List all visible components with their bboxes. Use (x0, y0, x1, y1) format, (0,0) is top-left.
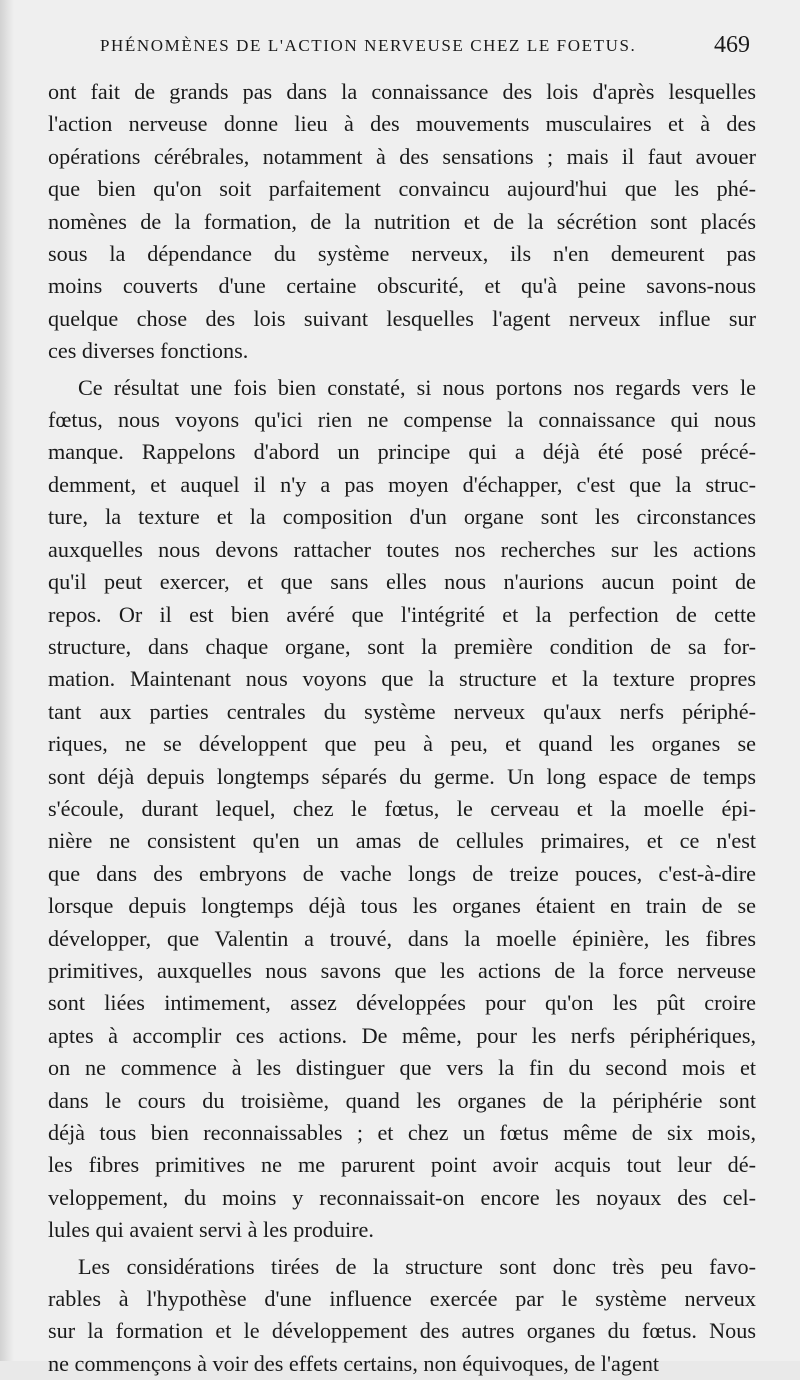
paragraph-1 (48, 76, 756, 368)
text-line: mation. Maintenant nous voyons que la structure et la texture propres (48, 666, 756, 692)
text-line: fœtus, nous voyons qu'ici rien ne compense la connaissance qui nous (48, 407, 756, 433)
text-line: Ce résultat une fois bien constaté, si nous portons nos regards vers le (78, 374, 756, 400)
text-line: opérations cérébrales, notamment à des sensations ; mais il faut avouer (48, 143, 756, 169)
body-text (48, 76, 756, 1380)
text-line: lules qui avaient servi à les produire. (48, 1217, 374, 1243)
text-line: développer, que Valentin a trouvé, dans la moelle épinière, les fibres (48, 925, 756, 951)
text-line: moins couverts d'une certaine obscurité, et qu'à peine savons-nous (48, 273, 756, 299)
text-line: s'écoule, durant lequel, chez le fœtus, le cerveau et la moelle épi- (48, 795, 756, 821)
text-line: veloppement, du moins y reconnaissait-on encore les noyaux des cel- (48, 1184, 756, 1210)
text-line: ces diverses fonctions. (48, 338, 249, 364)
text-line: on ne commence à les distinguer que vers la fin du second mois et (48, 1055, 756, 1081)
text-line: quelque chose des lois suivant lesquelles l'agent nerveux influe sur (48, 305, 756, 331)
text-line: rables à l'hypothèse d'une influence exercée par le système nerveux (48, 1286, 756, 1312)
text-line: déjà tous bien reconnaissables ; et chez un fœtus même de six mois, (48, 1120, 756, 1145)
text-line: qu'il peut exercer, et que sans elles nous n'aurions aucun point de (48, 569, 756, 595)
text-line: les fibres primitives ne me parurent point avoir acquis tout leur dé- (48, 1152, 756, 1178)
text-line: nière ne consistent qu'en un amas de cellules primaires, et ce n'est (48, 828, 756, 854)
text-line: primitives, auxquelles nous savons que les actions de la force nerveuse (48, 957, 756, 983)
text-line: l'action nerveuse donne lieu à des mouvements musculaires et à des (48, 111, 756, 137)
text-line: sur la formation et le développement des autres organes du fœtus. Nous (48, 1318, 756, 1344)
text-line: que dans des embryons de vache longs de treize pouces, c'est-à-dire (48, 860, 756, 886)
running-title: PHÉNOMÈNES DE L'ACTION NERVEUSE CHEZ LE FOETUS. (100, 36, 637, 55)
text-line: demment, et auquel il n'y a pas moyen d'échapper, c'est que la struc- (48, 471, 756, 497)
text-line: auxquelles nous devons rattacher toutes nos recherches sur les actions (48, 536, 756, 562)
paragraph-2 (48, 372, 756, 1247)
text-line: Les considérations tirées de la structure sont donc très peu favo- (78, 1253, 756, 1279)
page-number: 469 (714, 32, 750, 58)
text-line: aptes à accomplir ces actions. De même, pour les nerfs périphériques, (48, 1022, 756, 1048)
text-line: dans le cours du troisième, quand les organes de la périphérie sont (48, 1087, 756, 1113)
text-line: ne commençons à voir des effets certains, non équivoques, de l'agent (48, 1350, 660, 1376)
text-line: sont liées intimement, assez développées pour qu'on les pût croire (48, 990, 756, 1016)
text-line: que bien qu'on soit parfaitement convaincu aujourd'hui que les phé- (48, 176, 756, 202)
text-line: riques, ne se développent que peu à peu, et quand les organes se (48, 731, 756, 757)
text-line: ont fait de grands pas dans la connaissance des lois d'après lesquelles (48, 79, 756, 104)
text-line: structure, dans chaque organe, sont la première condition de sa for- (48, 633, 756, 659)
text-line: sont déjà depuis longtemps séparés du germe. Un long espace de temps (48, 763, 756, 789)
text-line: sous la dépendance du système nerveux, ils n'en demeurent pas (48, 241, 756, 267)
text-line: manque. Rappelons d'abord un principe qui a déjà été posé précé- (48, 439, 756, 465)
text-line: repos. Or il est bien avéré que l'intégrité et la perfection de cette (48, 601, 756, 627)
text-line: lorsque depuis longtemps déjà tous les organes étaient en train de se (48, 893, 756, 919)
text-line: tant aux parties centrales du système nerveux qu'aux nerfs périphé- (48, 698, 756, 724)
text-line: ture, la texture et la composition d'un organe sont les circonstances (48, 504, 756, 530)
text-line: nomènes de la formation, de la nutrition et de la sécrétion sont placés (48, 208, 756, 234)
